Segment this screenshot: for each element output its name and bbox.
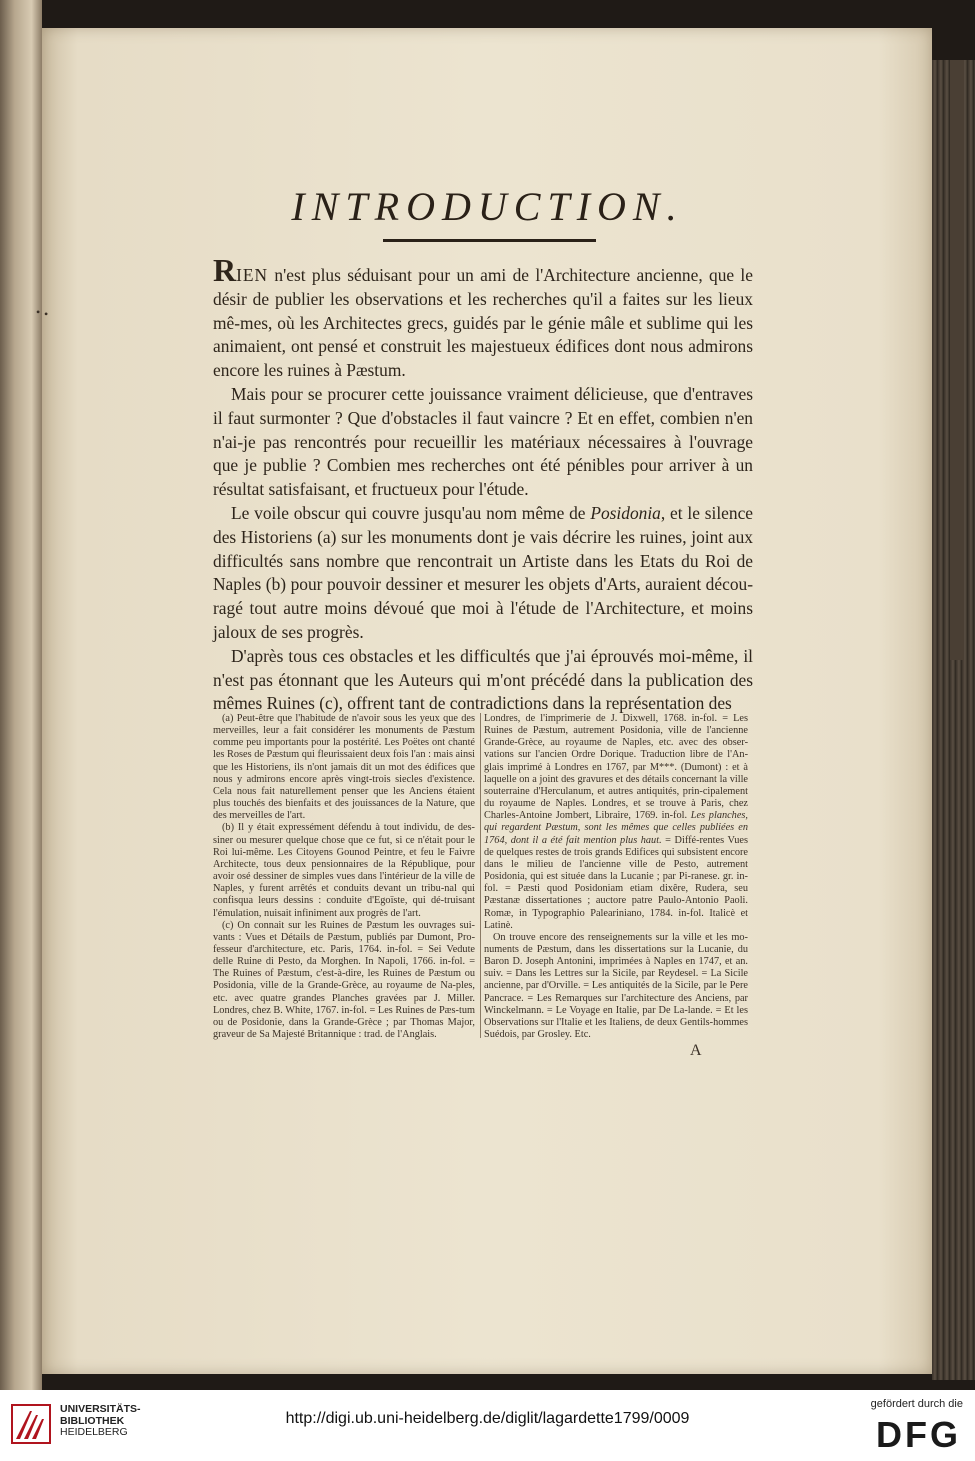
paragraph-2: Mais pour se procurer cette jouissance vraiment délicieuse, que d'entraves il faut surmonter ? Que d'obstacles il faut vaincre ? Et en effet, combien n'en n'ai-je pas rencontrés pour recueillir les matériaux nécessaires à l'ouvrage que je publie ? Combien mes recherches ont été pénibles pour arriver à un résultat satisfaisant, et fructueux pour l'étude.: [213, 383, 753, 500]
funding-label: gefördert durch die: [870, 1398, 963, 1410]
footer-bar: [0, 1390, 975, 1461]
margin-mark: •: [44, 307, 49, 321]
page-title: INTRODUCTION.: [291, 184, 684, 229]
title-rule: [383, 239, 596, 242]
page-url[interactable]: http://digi.ub.uni-heidelberg.de/diglit/lagardette1799/0009: [285, 1410, 690, 1427]
drop-cap: R: [213, 252, 237, 288]
margin-mark: •: [36, 305, 41, 319]
column-rule: [480, 713, 481, 1038]
paragraph-4: D'après tous ces obstacles et les difficultés que j'ai éprouvés moi-même, il n'est pas étonnant que les Auteurs qui m'ont précédé dans la publication des mêmes Ruines (c), offrent tant de contradictions dans la représentation des: [213, 645, 753, 714]
paragraph-1: RIEN n'est plus séduisant pour un ami de l'Architecture ancienne, que le désir de publier les observations et les recherches qu'il a faites sur les lieux mê-mes, où les Architectes grecs, guidés par le génie mâle et sublime qui les animaient, ont pensé et construit les majestueux édifices dont nous admirons encore les ruines à Pæstum.: [213, 252, 753, 381]
footnote-a: (a) Peut-être que l'habitude de n'avoir sous les yeux que des merveilles, leur a fait considérer les monuments de Pæstum comme peu importants pour la postérité. Les Poëtes ont chanté les Roses de Pæstum qui fleurissaient deux fois l'an : mais ainsi que les Historiens, ils n'ont jamais dit un mot des édifices que nous y admirons encore après vingt-trois siecles d'existence. Cela nous fait naturellement penser que les Anciens étaient plus touchés des bienfaits et des jouissances de la Nature, que des merveilles de l'art.: [213, 713, 475, 822]
signature-mark: A: [690, 1042, 702, 1059]
paragraph-3: Le voile obscur qui couvre jusqu'au nom même de Posidonia, et le silence des Historiens (a) sur les monuments dont je vais décrire les ruines, joint aux difficultés sans nombre que rencontrait un Artiste dans les Etats du Roi de Naples (b) pour pouvoir dessiner et mesurer les objets d'Arts, auraient décou-ragé tout autre moins dévoué que moi à l'étude de l'Architecture, et moins jaloux de ses progrès.: [213, 502, 754, 642]
footnote-d: On trouve encore des renseignements sur la ville et les mo-numents de Pæstum, dans les dissertations sur la Lucanie, du Baron D. Joseph Antonini, imprimées à Naples en 1747, et an. suiv. = Dans les Lettres sur la Sicile, par Reydesel. = La Sicile ancienne, par d'Orville. = Les antiquités de la Sicile, par le Pere Pancrace. = Les Remarques sur l'architecture des Anciens, par Winckelmann. = Le Voyage en Italie, par De La-lande. = Et les Observations sur l'Italie et les Italiens, de deux Gentils-hommes Suédois, par Grosley. Etc.: [484, 931, 748, 1041]
library-name[interactable]: UNIVERSITÄTS- BIBLIOTHEK HEIDELBERG: [60, 1403, 141, 1438]
right-edge-shadow: [950, 60, 964, 660]
footnote-c: (c) On connait sur les Ruines de Pæstum les ouvrages sui-vants : Vues et Détails de Pæstum, publiés par Dumont, Pro-fesseur d'architecture, etc. Paris, 1764. in-fol. = Sei Vedute delle Ruine di Pesto, da Morghen. In Napoli, 1766. in-fol. = The Ruines of Pæstum, c'est-à-dire, les Ruines de Pæstum ou Posidonia, ville de la Grande-Grèce, au royaume de Na-ples, etc. avec quatre grandes Planches gravées par J. Miller. Londres, chez B. White, 1767. in-fol. = Les Ruines de Pæs-tum ou de Posidonie, dans la Grande-Grèce ; par Thomas Major, graveur de Sa Majesté Britannique : trad. de l'Anglais.: [213, 919, 475, 1041]
footnote-b: (b) Il y était expressément défendu à tout individu, de des-siner ou mesurer quelque chose que ce fut, si ce n'était pour le Roi lui-même. Les Citoyens Gounod Peintre, et feu le Faivre Architecte, tous deux pensionnaires de la République, pour avoir osé dessiner de simples vues dans l'intérieur de la ville de Naples, y furent arrêtés et conduits devant un tribu-nal qui confisqua leurs dessins : conduite d'Egoïste, qui dé-truisant l'émulation, nuisait infiniment aux progrès de l'art.: [213, 822, 475, 919]
footnote-c-continued: Londres, de l'imprimerie de J. Dixwell, 1768. in-fol. = Les Ruines de Pæstum, autrement Posidonia, ville de l'ancienne Grande-Grèce, au royaume de Naples, etc. avec des obser-vations sur l'ancien Ordre Dorique. Traduction libre de l'An-glais imprimé à Londres en 1767, par M***. (Dumont) : et à laquelle on a joint des gravures et des détails concernant la ville souterraine d'Herculanum, et autres antiquités, prin-cipalement du royaume de Naples. Londres, et se trouve à Paris, chez Charles-Antoine Jombert, Libraire, 1769. in-fol. Les planches, qui regardent Pæstum, sont les mêmes que celles publiées en 1764, dont il a été fait mention plus haut. = Diffé-rentes Vues de quelques restes de trois grands Edifices qui subsistent encore dans le milieu de l'ancienne ville de Pesto, autrement Posidonia, qui est située dans la Lucanie ; par Pi-ranese. gr. in-fol. = Pæsti quod Posidoniam etiam dixêre, Rudera, seu Pæstanæ dissertationes ; auctore patre Paulo-Antonio Paoli. Romæ, in Typographio Paleariniano, 1784. in-fol. Italicè et Latinè.: [484, 713, 748, 931]
footnotes-right-column: [484, 713, 748, 1041]
dfg-logo[interactable]: DFG: [876, 1414, 961, 1455]
footnotes-left-column: [213, 713, 475, 1041]
main-text: [213, 252, 754, 716]
